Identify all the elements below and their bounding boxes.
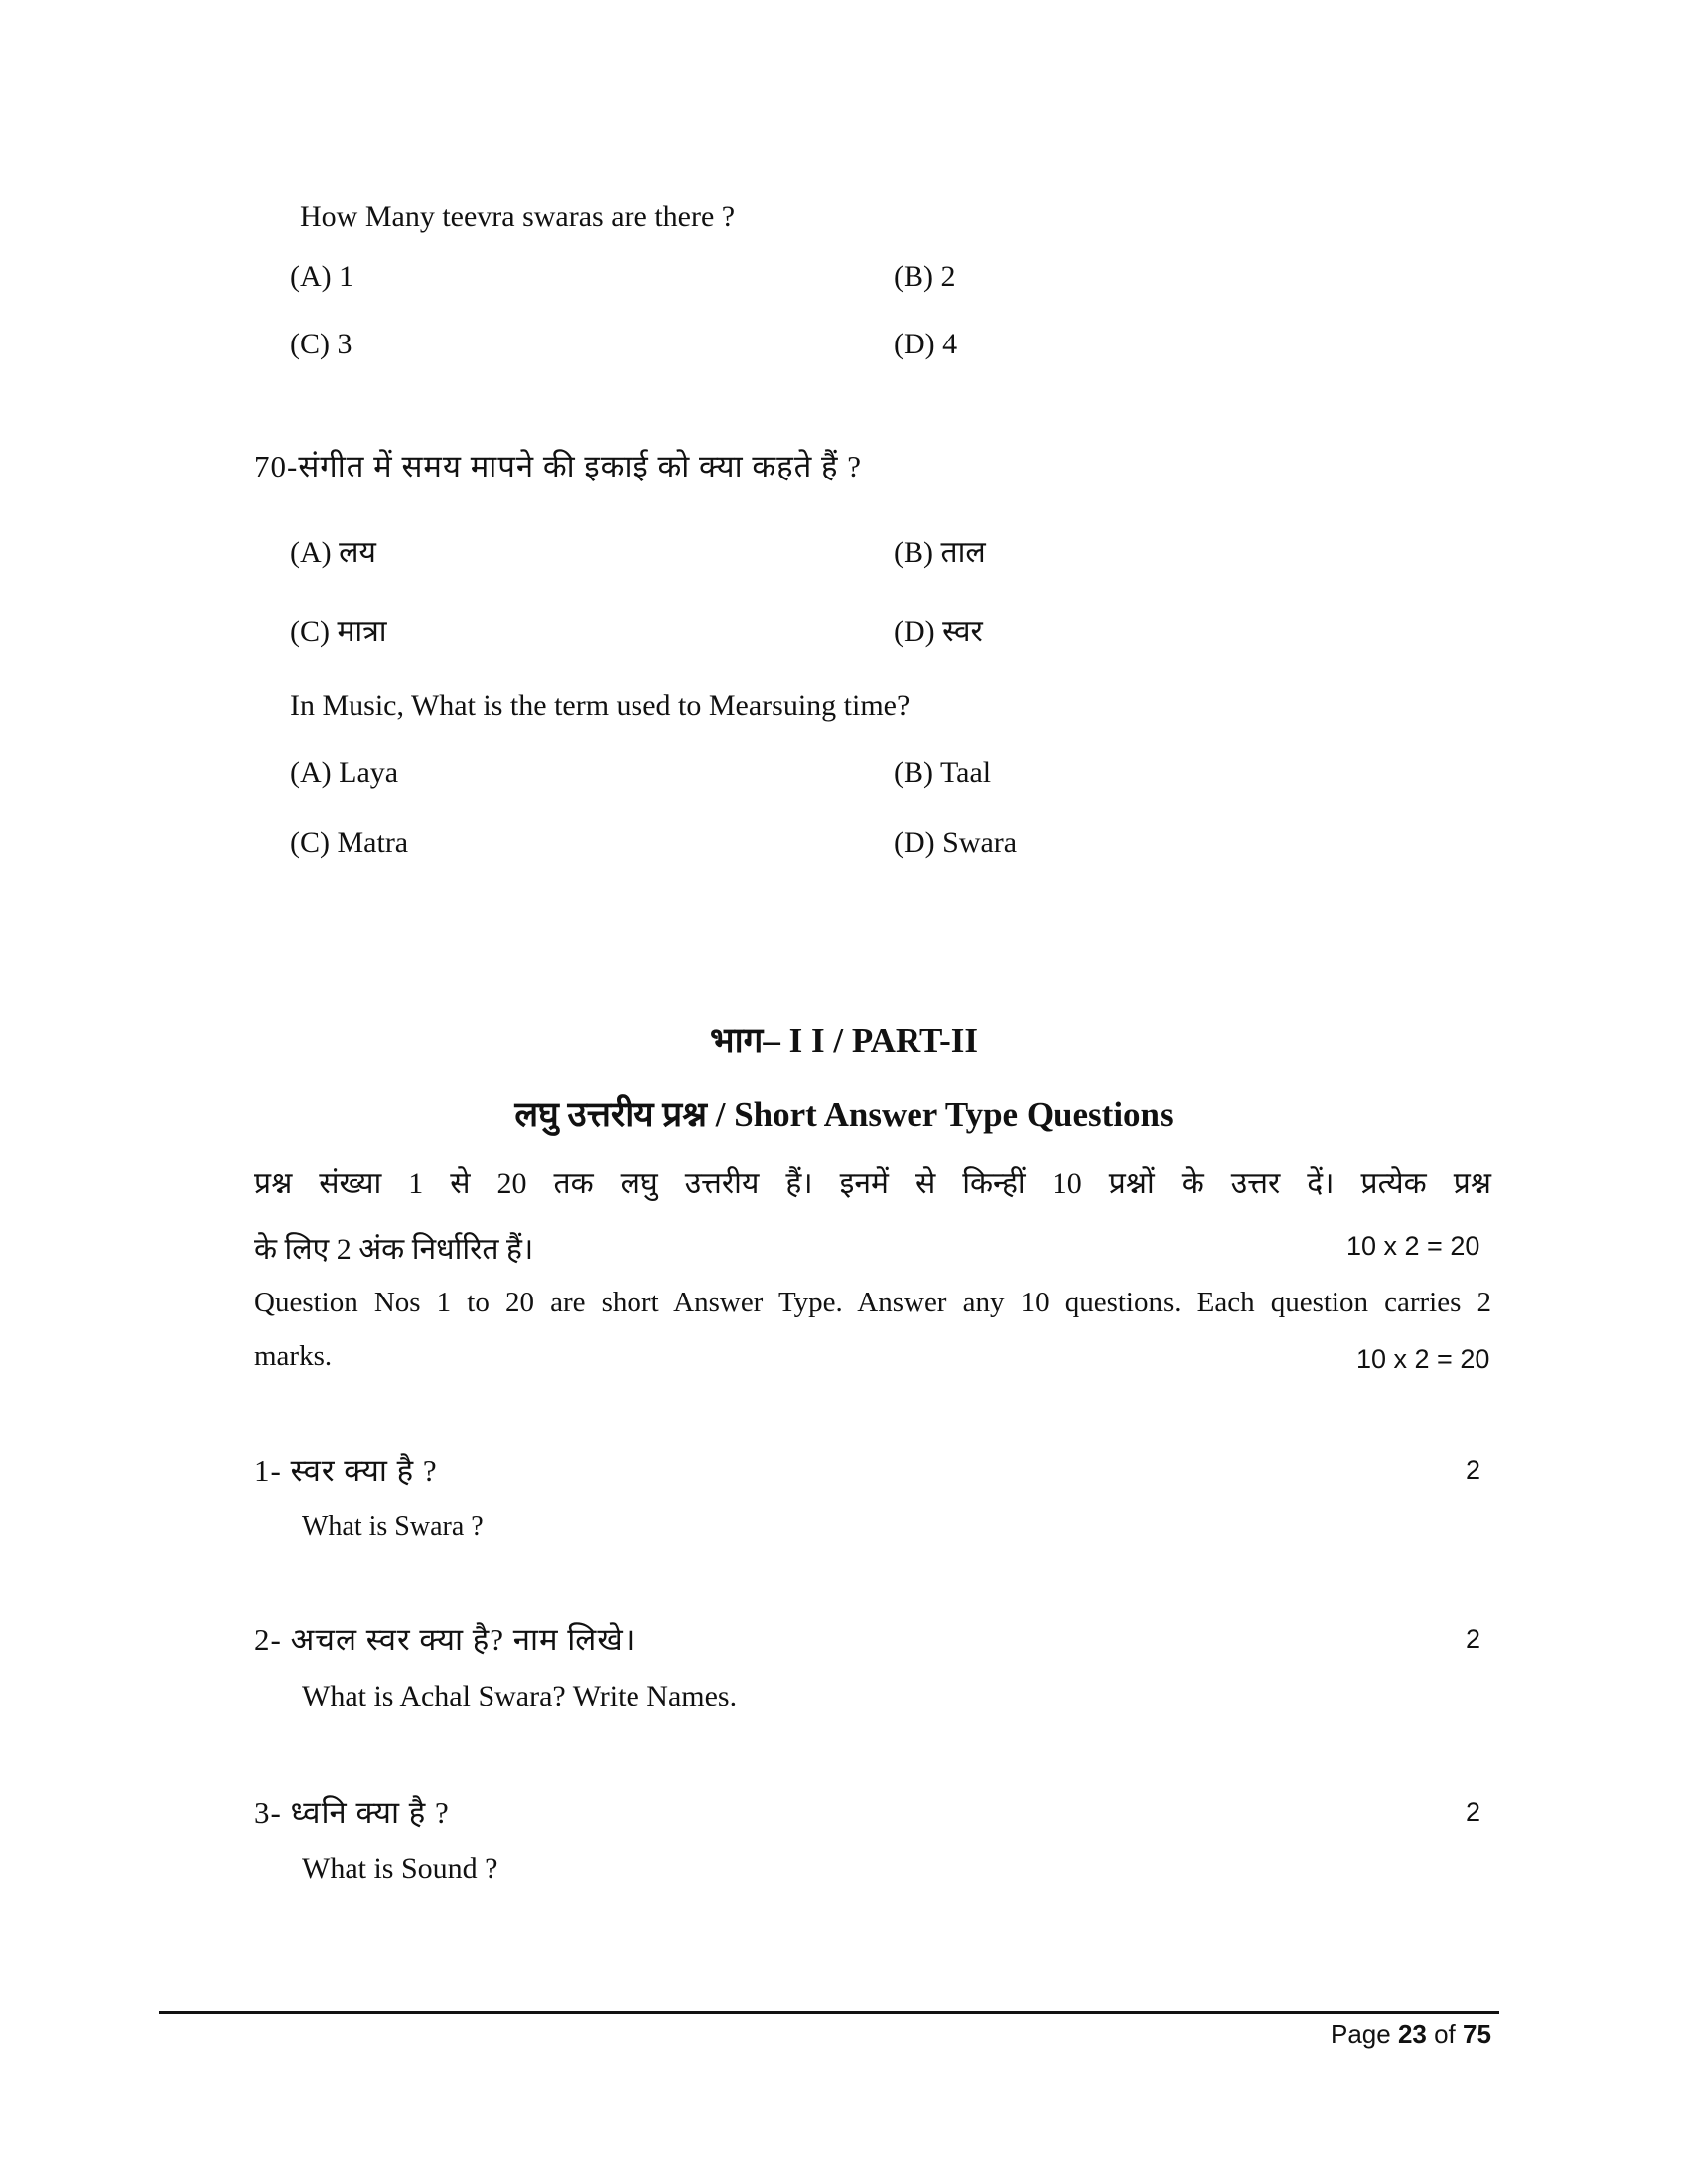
q70-option-d-hi: (D) स्वर: [894, 615, 983, 648]
footer-rule: [159, 2011, 1499, 2014]
q1-marks: 2: [1466, 1455, 1481, 1485]
q1-question-hi: 1- स्वर क्या है ?: [254, 1453, 438, 1488]
q2-question-en: What is Achal Swara? Write Names.: [302, 1680, 738, 1712]
part-title: भाग– I I / PART-II: [710, 1022, 978, 1060]
q70-option-c-hi: (C) मात्रा: [290, 615, 387, 648]
q70-option-b-en: (B) Taal: [894, 756, 992, 789]
page-number: [1331, 2019, 1491, 2050]
q3-question-hi: 3- ध्वनि क्या है ?: [254, 1795, 450, 1830]
q70-question-hi: 70-संगीत में समय मापने की इकाई को क्या कहते हैं ?: [254, 449, 863, 483]
q2-marks: 2: [1466, 1624, 1481, 1654]
page-number-prefix: Page: [1331, 2019, 1398, 2049]
q70-question-en: In Music, What is the term used to Mearsuing time?: [290, 689, 911, 722]
q69-option-a: (A) 1: [290, 260, 354, 293]
q69-option-b: (B) 2: [894, 260, 956, 293]
page-number-current: 23: [1397, 2019, 1427, 2049]
q70-option-b-hi: (B) ताल: [894, 536, 986, 569]
q70-option-d-en: (D) Swara: [894, 826, 1018, 859]
page-number-total: 75: [1463, 2019, 1491, 2049]
marks-scheme-hi: 10 x 2 = 20: [1346, 1231, 1480, 1261]
q3-marks: 2: [1466, 1797, 1481, 1827]
q70-option-a-hi: (A) लय: [290, 536, 376, 569]
instructions-hi-line1: प्रश्न संख्या 1 से 20 तक लघु उत्तरीय हैं। इनमें से किन्हीं 10 प्रश्नों के उत्तर दें। प्रत्येक प्रश्न: [254, 1167, 1491, 1200]
instructions-hi-line2: के लिए 2 अंक निर्धारित हैं।: [254, 1233, 534, 1266]
q69-option-c: (C) 3: [290, 328, 352, 360]
instructions-en-line2: marks.: [254, 1340, 333, 1372]
instructions-en-line1: Question Nos 1 to 20 are short Answer Type. Answer any 10 questions. Each question carries 2: [254, 1287, 1491, 1318]
q69-question-en: How Many teevra swaras are there ?: [300, 201, 736, 233]
page-number-middle: of: [1426, 2019, 1464, 2049]
q70-option-a-en: (A) Laya: [290, 756, 399, 789]
q1-question-en: What is Swara ?: [302, 1511, 484, 1542]
marks-scheme-en: 10 x 2 = 20: [1356, 1344, 1490, 1374]
q2-question-hi: 2- अचल स्वर क्या है? नाम लिखे।: [254, 1622, 636, 1657]
section-subtitle: लघु उत्तरीय प्रश्न / Short Answer Type Questions: [514, 1095, 1174, 1134]
q70-option-c-en: (C) Matra: [290, 826, 409, 859]
q69-option-d: (D) 4: [894, 328, 958, 360]
q3-question-en: What is Sound ?: [302, 1852, 498, 1885]
